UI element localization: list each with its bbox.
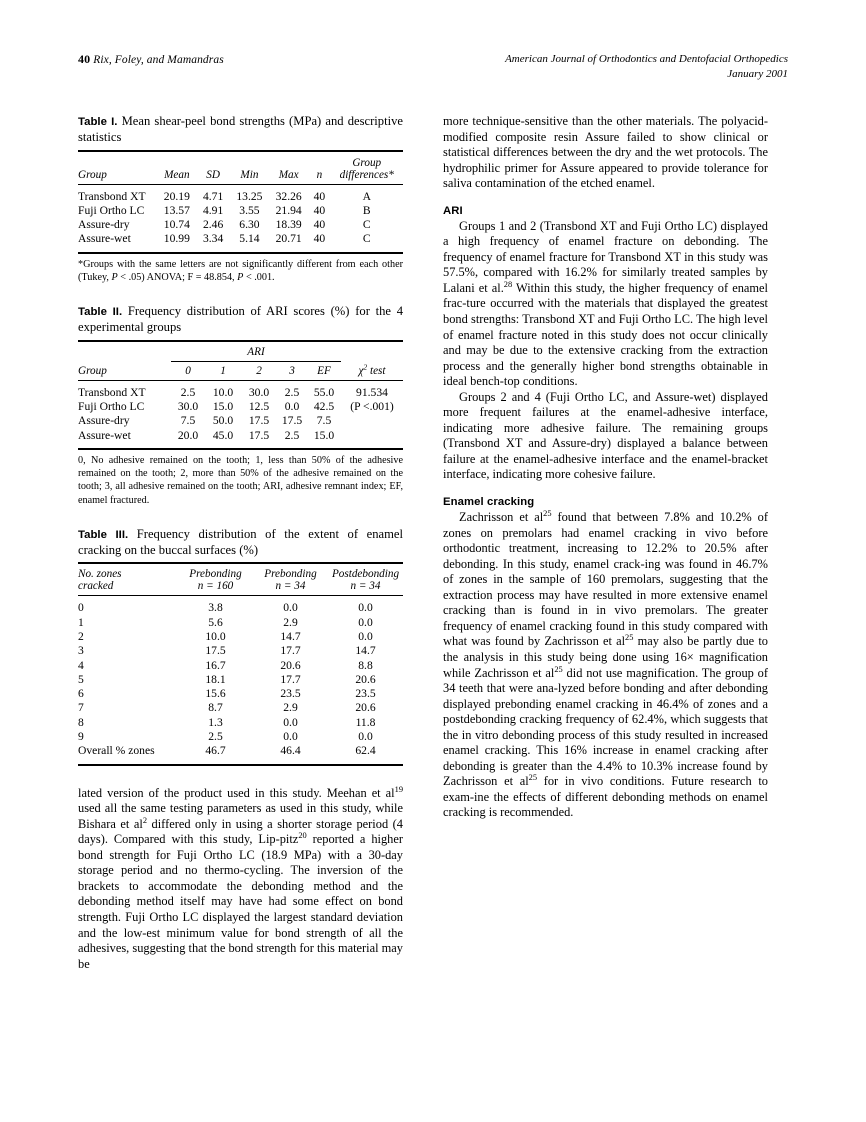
table-1-r1-max: 21.94 bbox=[275, 203, 302, 217]
heading-enamel-cracking: Enamel cracking bbox=[443, 496, 535, 509]
table-2-head-2: 2 bbox=[256, 364, 262, 377]
table-1-footnote: *Groups with the same letters are not significantly different from each other (Tukey, P < .05) ANOVA; F = 48.854, P < .001. bbox=[78, 258, 403, 283]
table-row bbox=[78, 218, 403, 232]
table-row bbox=[78, 659, 403, 673]
table-3-r8-c2: 0.0 bbox=[283, 715, 298, 729]
table-1-head-diff-line1: Group bbox=[352, 156, 382, 169]
table-3-head-zones-line1: No. zones bbox=[78, 568, 122, 581]
table-2-body bbox=[78, 380, 403, 448]
table-1-head-sd: SD bbox=[206, 168, 220, 181]
table-2-head-ef: EF bbox=[317, 364, 331, 377]
ref-28: 28 bbox=[503, 279, 513, 289]
table-2-r0-chi: 91.534 bbox=[356, 385, 388, 399]
table-2-label: Table II. bbox=[78, 306, 123, 319]
table-1-r3-group: Assure-wet bbox=[78, 232, 131, 246]
table-3-r3-c1: 17.5 bbox=[205, 644, 226, 658]
table-2-r0-s0: 2.5 bbox=[180, 385, 196, 399]
table-1-r0-min: 13.25 bbox=[236, 189, 263, 203]
table-1-r2-group: Assure-dry bbox=[78, 218, 130, 232]
ari-paragraph-1: Groups 1 and 2 (Transbond XT and Fuji Ortho LC) displayed a high frequency of enamel fracture on debonding. The frequency of enamel fracture for Transbond XT in this study was 57.5%, compared with 16.2% for similarly treated samples by Lalani et al.$^{28}$ Within this study, the higher frequency of enamel frac‑ture occurred with the materials that displayed the greatest bond strengths: Transbond XT and Fuji Ortho LC. The high level of enamel fracture noted in this study does not occur clinically and may be due to the extensive cracking from the extraction process and the generally higher bond strengths obtainable in ideal bench-top conditions. bbox=[443, 218, 768, 389]
table-3-r3-zones: 3 bbox=[78, 644, 84, 658]
table-1-block bbox=[78, 114, 403, 284]
table-3-head-c3-line1: Postdebonding bbox=[331, 568, 400, 581]
table-1-label: Table I. bbox=[78, 116, 118, 128]
table-1 bbox=[78, 150, 403, 252]
table-1-caption-text: Mean shear-peel bond strengths (MPa) and descriptive statistics bbox=[78, 114, 403, 145]
table-3 bbox=[78, 562, 403, 763]
table-3-r6-zones: 6 bbox=[78, 687, 84, 701]
table-2-head-group: Group bbox=[78, 364, 107, 377]
table-2-span-ari: ARI bbox=[171, 341, 341, 362]
table-2-r1-ef: 42.5 bbox=[313, 400, 335, 414]
table-2-r1-chi: (P <.001) bbox=[350, 400, 394, 414]
ref-20: 20 bbox=[298, 831, 307, 841]
table-2-r0-group: Transbond XT bbox=[78, 385, 146, 399]
table-1-caption bbox=[78, 114, 403, 146]
table-1-r2-max: 18.39 bbox=[275, 218, 302, 232]
table-3-r2-c3: 0.0 bbox=[358, 629, 373, 643]
table-2-head-chi: $\chi^2$ test bbox=[358, 362, 386, 377]
table-1-head-mean: Mean bbox=[164, 168, 190, 181]
table-1-head-diff bbox=[331, 151, 404, 185]
table-3-r7-c1: 8.7 bbox=[208, 701, 223, 715]
table-3-r3-c2: 17.7 bbox=[280, 644, 301, 658]
ref-19: 19 bbox=[394, 784, 403, 794]
table-3-r2-c1: 10.0 bbox=[205, 629, 226, 643]
table-2-r2-s1: 50.0 bbox=[212, 414, 234, 428]
table-row bbox=[78, 616, 403, 630]
ref-25-a: 25 bbox=[543, 508, 552, 518]
table-3-r10-c2: 46.4 bbox=[280, 744, 301, 758]
table-3-caption bbox=[78, 527, 403, 559]
table-2-r2-group: Assure-dry bbox=[78, 414, 130, 428]
table-row bbox=[78, 716, 403, 730]
table-1-r1-group: Fuji Ortho LC bbox=[78, 203, 145, 217]
table-1-r3-min: 5.14 bbox=[239, 232, 260, 246]
table-1-r0-max: 32.26 bbox=[275, 189, 302, 203]
table-3-r4-c1: 16.7 bbox=[205, 658, 226, 672]
table-2-footnote: 0, No adhesive remained on the tooth; 1, less than 50% of the adhesive remained on the tooth; 2, more than 50% of the adhesive remained on the tooth; 3, all adhesive remained on the tooth; ARI, adhesive remnant index; EF, enamel fractured. bbox=[78, 454, 403, 506]
table-1-r1-diff: B bbox=[362, 203, 371, 217]
table-1-r1-n: 40 bbox=[313, 203, 326, 217]
table-2-r3-s0: 20.0 bbox=[177, 428, 199, 442]
table-row bbox=[78, 644, 403, 658]
table-2-r1-s1: 15.0 bbox=[212, 400, 234, 414]
table-1-head-n: n bbox=[316, 168, 323, 181]
table-3-r4-c2: 20.6 bbox=[280, 658, 301, 672]
table-2-head-3: 3 bbox=[289, 364, 295, 377]
table-2-r2-chi bbox=[341, 414, 403, 428]
heading-ari: ARI bbox=[443, 204, 463, 217]
table-2-r3-s1: 45.0 bbox=[212, 428, 234, 442]
table-1-head-max: Max bbox=[278, 168, 299, 181]
table-3-body bbox=[78, 596, 403, 764]
table-1-r2-diff: C bbox=[362, 218, 371, 232]
table-row bbox=[78, 204, 403, 218]
table-3-caption-text: Frequency distribution of the extent of enamel cracking on the buccal surfaces (%) bbox=[78, 526, 403, 558]
table-3-r6-c2: 23.5 bbox=[280, 687, 301, 701]
table-2-caption-text: Frequency distribution of ARI scores (%) for the 4 experimental groups bbox=[78, 304, 403, 335]
table-3-label: Table III. bbox=[78, 528, 129, 541]
table-3-r3-c3: 14.7 bbox=[355, 644, 376, 658]
table-row bbox=[78, 414, 403, 428]
table-1-r0-n: 40 bbox=[313, 189, 326, 203]
table-row bbox=[78, 630, 403, 644]
table-1-r3-sd: 3.34 bbox=[202, 232, 224, 246]
table-2-r3-group: Assure-wet bbox=[78, 428, 131, 442]
table-1-r2-sd: 2.46 bbox=[202, 218, 224, 232]
table-3-head-c1 bbox=[178, 563, 253, 596]
left-continued-paragraph: lated version of the product used in this study. Meehan et $al^{19}$ used all the same testing parameters as used in this study, while Bishara et $al^2$ differed only in using a shorter storage period (4 days). Compared with this study, Lip‑pitz$^{20}$ reported a higher bond strength for Fuji Ortho LC (18.9 MPa) with a 30-day storage period and no thermo‑cycling. The inversion of the brackets to accommodate the debonding method and the debonding method itself may have had some effect on bond strength. Fuji Ortho LC displayed the largest standard deviation and the low‑est minimum value for bond strength of all the adhesives, suggesting that the bond strength for this material may be bbox=[78, 784, 403, 971]
table-3-head-c2 bbox=[253, 563, 328, 596]
left-column bbox=[78, 114, 403, 972]
table-3-r0-c2: 0.0 bbox=[283, 601, 298, 615]
table-1-r3-max: 20.71 bbox=[275, 232, 302, 246]
table-1-r1-min: 3.55 bbox=[239, 203, 260, 217]
table-row bbox=[78, 673, 403, 687]
table-1-r2-n: 40 bbox=[313, 218, 326, 232]
table-1-head-group: Group bbox=[78, 168, 107, 181]
table-row bbox=[78, 400, 403, 414]
table-3-r4-zones: 4 bbox=[78, 658, 84, 672]
table-3-r1-zones: 1 bbox=[78, 615, 84, 629]
table-3-r6-c1: 15.6 bbox=[205, 687, 226, 701]
table-2-caption bbox=[78, 304, 403, 336]
table-2-r1-s0: 30.0 bbox=[177, 400, 199, 414]
table-3-r1-c1: 5.6 bbox=[208, 615, 223, 629]
table-3-head-c2-line2: n = 34 bbox=[275, 580, 306, 593]
table-2-head-0: 0 bbox=[185, 364, 191, 377]
running-head-authors: Rix, Foley, and Mamandras bbox=[93, 54, 224, 66]
table-2-head-chi-word: test bbox=[369, 364, 386, 377]
table-1-r2-min: 6.30 bbox=[239, 218, 260, 232]
ref-25-d: 25 bbox=[528, 773, 538, 783]
table-row bbox=[78, 701, 403, 715]
ref-2: 2 bbox=[142, 815, 147, 825]
right-column bbox=[443, 114, 768, 821]
table-1-r0-mean: 20.19 bbox=[163, 189, 190, 203]
table-row bbox=[78, 744, 403, 758]
table-3-r5-c2: 17.7 bbox=[280, 672, 301, 686]
table-2-r3-ef: 15.0 bbox=[313, 428, 335, 442]
running-head bbox=[78, 52, 788, 94]
table-3-r5-c1: 18.1 bbox=[205, 672, 226, 686]
table-2-block bbox=[78, 304, 403, 507]
table-row bbox=[78, 687, 403, 701]
table-3-head-c1-line1: Prebonding bbox=[189, 568, 242, 581]
table-3-r10-c1: 46.7 bbox=[205, 744, 226, 758]
table-3-r5-zones: 5 bbox=[78, 672, 84, 686]
table-2-r2-s0: 7.5 bbox=[180, 414, 196, 428]
table-row bbox=[78, 601, 403, 615]
table-3-head-zones bbox=[78, 563, 178, 596]
table-3-head-c2-line1: Prebonding bbox=[264, 568, 317, 581]
table-3-head-c3 bbox=[328, 563, 403, 596]
table-3-r7-c2: 2.9 bbox=[283, 701, 298, 715]
right-continued-paragraph: more technique-sensitive than the other materials. The polyacid-modified composite resin Assure failed to show clinical or statistical differences between the dry and the wet protocols. The hydrophilic primer for Assure appeared to provide tolerance for saliva contamination of the etched enamel. bbox=[443, 114, 768, 191]
table-2-r0-s2: 30.0 bbox=[248, 385, 270, 399]
page-number: 40 bbox=[78, 52, 91, 66]
table-3-r0-c3: 0.0 bbox=[358, 601, 373, 615]
table-2-r0-ef: 55.0 bbox=[313, 385, 335, 399]
table-1-r2-mean: 10.74 bbox=[163, 218, 190, 232]
table-1-head-diff-line2: differences* bbox=[339, 168, 394, 181]
table-3-r4-c3: 8.8 bbox=[358, 658, 373, 672]
table-1-r1-mean: 13.57 bbox=[163, 203, 190, 217]
table-2-r2-ef: 7.5 bbox=[316, 414, 332, 428]
table-3-r7-zones: 7 bbox=[78, 701, 84, 715]
table-2-head-1: 1 bbox=[220, 364, 226, 377]
running-head-right bbox=[505, 52, 788, 82]
table-3-r7-c3: 20.6 bbox=[355, 701, 376, 715]
table-row bbox=[78, 730, 403, 744]
table-2-r3-chi bbox=[341, 429, 403, 443]
table-1-r3-diff: C bbox=[362, 232, 371, 246]
table-3-r9-c1: 2.5 bbox=[208, 730, 223, 744]
table-3-r9-zones: 9 bbox=[78, 730, 84, 744]
table-3-r9-c3: 0.0 bbox=[358, 730, 373, 744]
table-1-r3-n: 40 bbox=[313, 232, 326, 246]
table-1-r0-sd: 4.71 bbox=[202, 189, 224, 203]
table-row bbox=[78, 232, 403, 246]
issue-date: January 2001 bbox=[727, 68, 788, 80]
table-2-r1-s3: 0.0 bbox=[284, 400, 300, 414]
table-1-body bbox=[78, 184, 403, 252]
table-1-r0-group: Transbond XT bbox=[78, 189, 146, 203]
journal-title: American Journal of Orthodontics and Dentofacial Orthopedics bbox=[505, 53, 788, 65]
table-3-r8-c3: 11.8 bbox=[355, 715, 376, 729]
table-3-r0-zones: 0 bbox=[78, 601, 84, 615]
table-1-r1-sd: 4.91 bbox=[202, 203, 224, 217]
table-1-head-min: Min bbox=[240, 168, 259, 181]
ref-25-c: 25 bbox=[554, 664, 563, 674]
table-3-head-c3-line2: n = 34 bbox=[350, 580, 381, 593]
table-2-r3-s2: 17.5 bbox=[248, 428, 270, 442]
table-2-r1-s2: 12.5 bbox=[248, 400, 270, 414]
table-2-r1-group: Fuji Ortho LC bbox=[78, 400, 145, 414]
ari-paragraph-2: Groups 2 and 4 (Fuji Ortho LC, and Assure-wet) displayed more frequent failures at the enamel-adhesive interface, indicating more adhesive failure. The remaining groups (Transbond XT and Assure-dry) displayed a balance between failure at the enamel-adhesive interface and the enamel-bracket interface, indicating more cohesive failure. bbox=[443, 389, 768, 482]
table-2-r0-s3: 2.5 bbox=[284, 385, 300, 399]
table-2-r3-s3: 2.5 bbox=[284, 428, 300, 442]
table-3-r6-c3: 23.5 bbox=[355, 687, 376, 701]
table-3-r8-zones: 8 bbox=[78, 715, 84, 729]
table-1-r3-mean: 10.99 bbox=[163, 232, 190, 246]
table-3-r9-c2: 0.0 bbox=[283, 730, 298, 744]
running-head-left bbox=[78, 52, 224, 67]
table-3-head-zones-line2: cracked bbox=[78, 580, 114, 593]
table-3-block bbox=[78, 527, 403, 766]
table-3-r8-c1: 1.3 bbox=[208, 715, 223, 729]
table-2-r2-s3: 17.5 bbox=[281, 414, 303, 428]
table-3-r10-zones: Overall % zones bbox=[78, 744, 155, 758]
table-3-r10-c3: 62.4 bbox=[355, 744, 376, 758]
ref-25-b: 25 bbox=[625, 633, 634, 643]
table-2-r2-s2: 17.5 bbox=[248, 414, 270, 428]
table-3-r2-zones: 2 bbox=[78, 629, 84, 643]
table-3-r5-c3: 20.6 bbox=[355, 672, 376, 686]
table-1-r0-diff: A bbox=[362, 189, 371, 203]
table-3-r1-c3: 0.0 bbox=[358, 615, 373, 629]
table-2 bbox=[78, 340, 403, 448]
table-3-r0-c1: 3.8 bbox=[208, 601, 223, 615]
table-2-r0-s1: 10.0 bbox=[212, 385, 234, 399]
table-row bbox=[78, 190, 403, 204]
table-row bbox=[78, 386, 403, 400]
enamel-paragraph-1: Zachrisson et $al^{25}$ found that between 7.8% and 10.2% of zones on premolars had enamel cracking in vivo before orthodontic treatment, increasing to 12.2% to 20.5% after debonding. In this study, enamel crack‑ing was found in 46.7% of zones in the sample of 160 premolars, suggesting that the extraction process may have resulted in more extensive enamel cracking than is found in in vivo premolars. The greater frequency of enamel cracking found in this study compared with what was found by Zachrisson et $al^{25}$ may also be partly due to the analysis in this study being done using 16× magnification while Zachrisson et $al^{25}$ did not use magnification. The group of 34 teeth that were ana‑lyzed before bonding and after debonding displayed prebonding enamel cracking in 46.4% of zones and a postdebonding cracking frequency of 62.4%, which suggests that the in vitro debonding process of this study resulted in increased enamel cracking. This 16% increase in enamel cracking after debonding is greater than the 4.4% to 10.3% increase found by Zachrisson et $al^{25}$ for in vivo conditions. Future research to exam‑ine the effects of different debonding methods on enamel cracking is recommended. bbox=[443, 508, 769, 820]
table-3-r1-c2: 2.9 bbox=[283, 615, 298, 629]
table-3-r2-c2: 14.7 bbox=[280, 629, 301, 643]
table-3-head-c1-line2: n = 160 bbox=[197, 580, 234, 593]
table-row bbox=[78, 429, 403, 443]
